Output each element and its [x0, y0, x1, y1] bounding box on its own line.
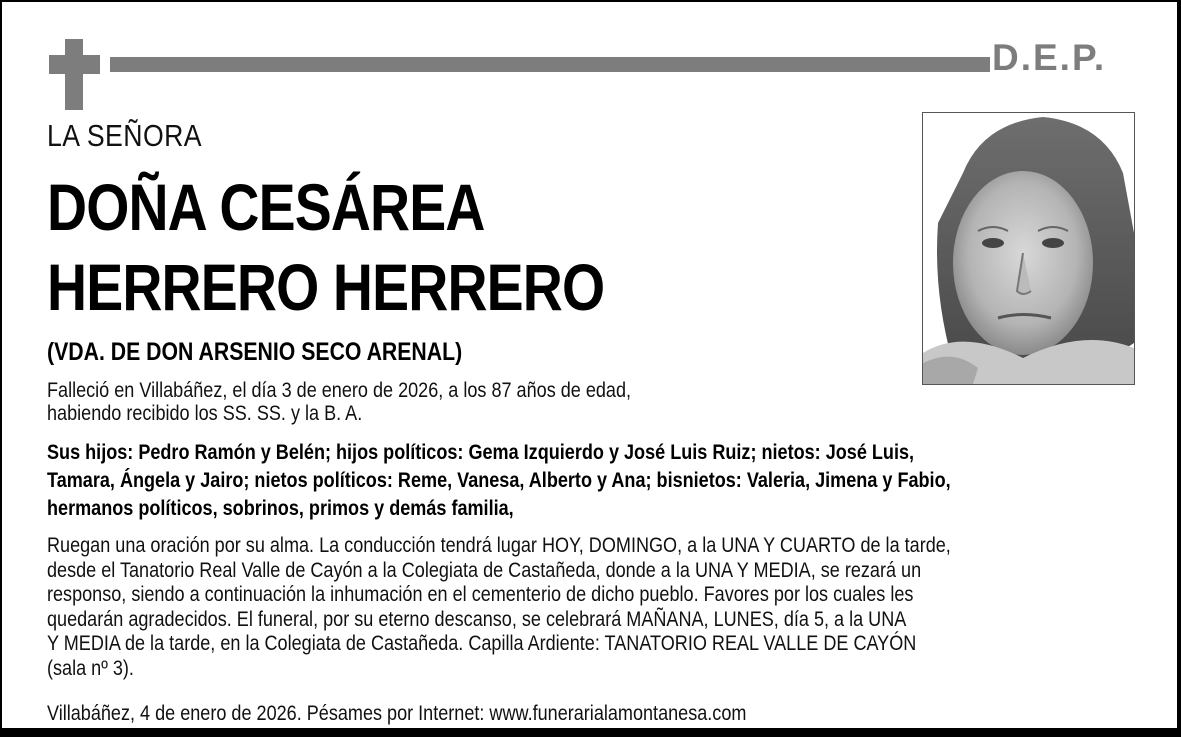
- widow-of: (VDA. DE DON ARSENIO SECO ARENAL): [47, 338, 463, 366]
- cross-icon-horizontal: [49, 55, 100, 74]
- ceremony-line: responso, siendo a continuación la inhumación en el cementerio de dicho pueblo. Favores por los cuales les: [47, 583, 914, 606]
- death-notice: [47, 379, 631, 425]
- portrait-photo: [922, 112, 1135, 385]
- deceased-name-line2: HERRERO HERRERO: [47, 250, 605, 324]
- ceremony-line: Ruegan una oración por su alma. La conducción tendrá lugar HOY, DOMINGO, a la UNA Y CUARTO de la tarde,: [47, 534, 951, 557]
- portrait-image-icon: [923, 113, 1134, 384]
- ceremony-line: Y MEDIA de la tarde, en la Colegiata de Castañeda. Capilla Ardiente: TANATORIO REAL VALLE DE CAYÓN: [47, 632, 917, 655]
- ceremony-details: [47, 534, 951, 681]
- footer-condolences: Villabáñez, 4 de enero de 2026. Pésames por Internet: www.funerarialamontanesa.com: [47, 702, 747, 725]
- dep-label: D.E.P.: [992, 37, 1107, 78]
- header-rule: [110, 57, 990, 72]
- ceremony-line: quedarán agradecidos. El funeral, por su eterno descanso, se celebrará MAÑANA, LUNES, día 5, a la UNA: [47, 607, 907, 631]
- family-line: Sus hijos: Pedro Ramón y Belén; hijos políticos: Gema Izquierdo y José Luis Ruiz; nietos: José Luis,: [47, 441, 915, 464]
- cross-icon-vertical: [65, 39, 83, 110]
- death-notice-line: habiendo recibido los SS. SS. y la B. A.: [47, 402, 363, 425]
- family-list: [47, 441, 951, 525]
- ceremony-line: (sala nº 3).: [47, 656, 134, 680]
- family-line: hermanos políticos, sobrinos, primos y demás familia,: [47, 497, 514, 520]
- deceased-title: LA SEÑORA: [47, 118, 203, 153]
- family-line: Tamara, Ángela y Jairo; nietos políticos: Reme, Vanesa, Alberto y Ana; bisnietos: Valeria, Jimena y Fabio,: [47, 469, 951, 492]
- ceremony-line: desde el Tanatorio Real Valle de Cayón a la Colegiata de Castañeda, donde a la UNA Y MEDIA, se rezará un: [47, 558, 922, 582]
- death-notice-line: Falleció en Villabáñez, el día 3 de enero de 2026, a los 87 años de edad,: [47, 379, 632, 402]
- deceased-name-line1: DOÑA CESÁREA: [47, 170, 485, 244]
- obituary-card: [2, 2, 1177, 728]
